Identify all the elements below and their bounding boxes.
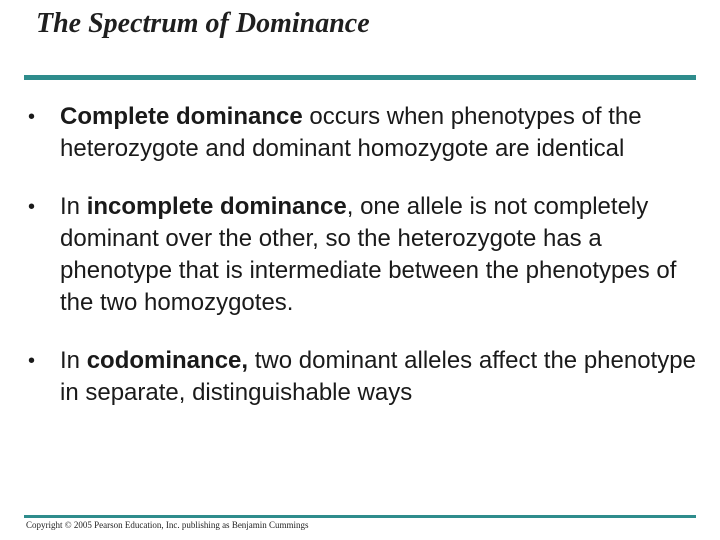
bullet-text-after: occurs when phenotypes of the heterozygote and dominant homozygote are identical — [60, 103, 642, 162]
bullet-text-before: In — [60, 193, 87, 220]
bullet-marker: • — [28, 106, 36, 128]
bullet-text-after: , one allele is not completely dominant over the other, so the heterozygote has a phenotype that is intermediate between the phenotypes of the two homozygotes. — [60, 193, 677, 316]
bullet-incomplete-dominance — [28, 191, 708, 319]
bullet-marker: • — [28, 350, 36, 372]
title-divider — [24, 75, 696, 80]
bullet-text-after: two dominant alleles affect the phenotype in separate, distinguishable ways — [60, 347, 696, 406]
bullet-term: Complete dominance — [60, 103, 303, 130]
bullet-list — [28, 101, 708, 435]
bullet-codominance — [28, 345, 708, 409]
bullet-text-before: In — [60, 347, 87, 374]
copyright-notice: Copyright © 2005 Pearson Education, Inc. publishing as Benjamin Cummings — [26, 520, 309, 530]
footer-divider — [24, 515, 696, 518]
bullet-term: codominance, — [86, 347, 249, 374]
bullet-term: incomplete dominance — [86, 193, 347, 220]
slide-title: The Spectrum of Dominance — [36, 8, 370, 39]
bullet-marker: • — [28, 196, 36, 218]
bullet-complete-dominance — [28, 101, 708, 165]
